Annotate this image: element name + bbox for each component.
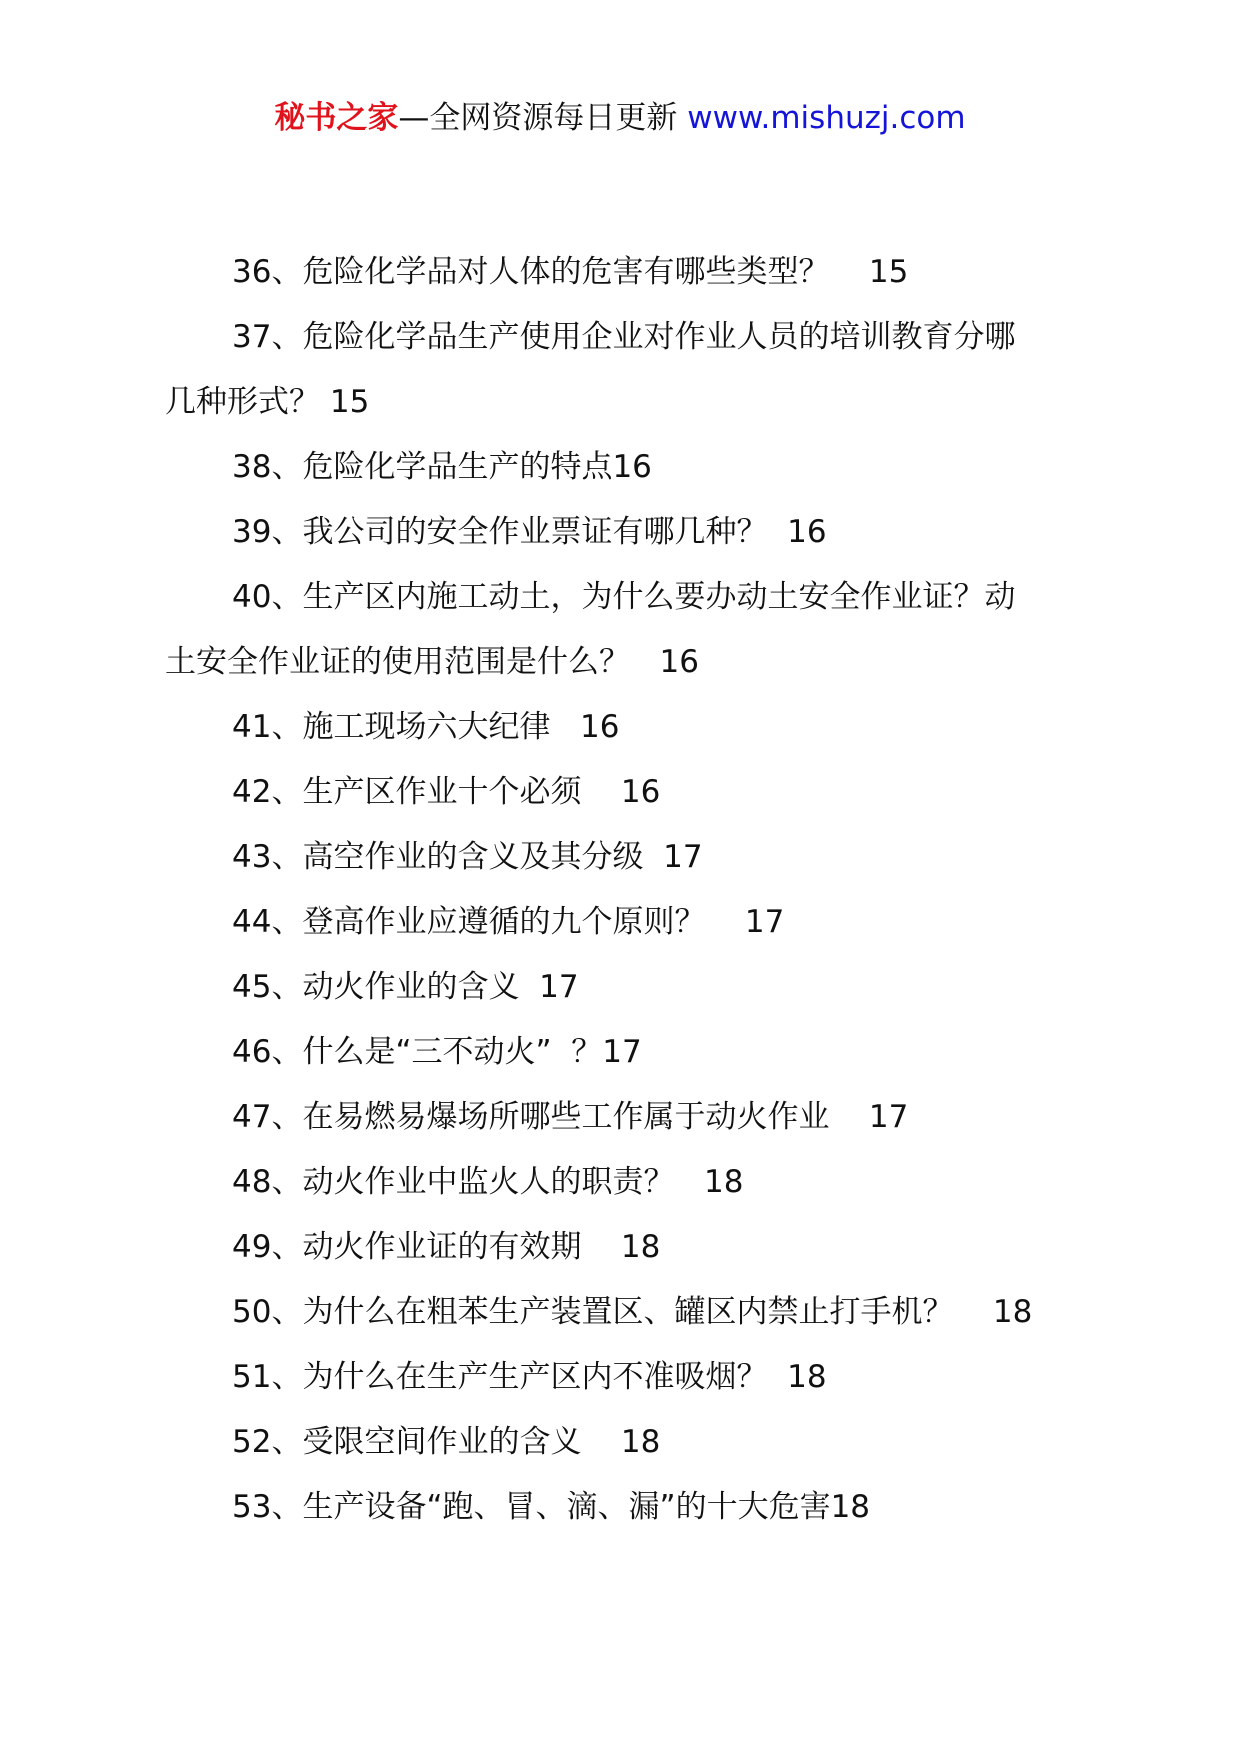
toc-entry-46: 46、什么是“三不动火” ？17	[232, 1034, 642, 1070]
toc-entry-48: 48、动火作业中监火人的职责？ 18	[232, 1164, 744, 1200]
header-tagline: —全网资源每日更新	[398, 100, 688, 136]
toc-entry-40-continued: 土安全作业证的使用范围是什么？ 16	[165, 644, 700, 680]
toc-entry-42: 42、生产区作业十个必须 16	[232, 774, 661, 810]
toc-entry-45: 45、动火作业的含义 17	[232, 969, 579, 1005]
brand-name: 秘书之家	[274, 100, 399, 136]
toc-entry-49: 49、动火作业证的有效期 18	[232, 1229, 661, 1265]
toc-entry-36: 36、危险化学品对人体的危害有哪些类型？ 15	[232, 254, 909, 290]
toc-entry-43: 43、高空作业的含义及其分级 17	[232, 839, 703, 875]
toc-entry-47: 47、在易燃易爆场所哪些工作属于动火作业 17	[232, 1099, 909, 1135]
toc-entry-44: 44、登高作业应遵循的九个原则？ 17	[232, 904, 785, 940]
toc-entry-51: 51、为什么在生产生产区内不准吸烟？ 18	[232, 1359, 827, 1395]
toc-entry-41: 41、施工现场六大纪律 16	[232, 709, 620, 745]
toc-entry-50: 50、为什么在粗苯生产装置区、罐区内禁止打手机？ 18	[232, 1294, 1033, 1330]
toc-entry-39: 39、我公司的安全作业票证有哪几种？ 16	[232, 514, 827, 550]
site-url[interactable]: www.mishuzj.com	[687, 100, 966, 136]
toc-entry-37: 37、危险化学品生产使用企业对作业人员的培训教育分哪	[232, 319, 1016, 355]
table-of-contents	[165, 240, 1095, 1540]
page-header	[0, 96, 1240, 140]
toc-entry-38: 38、危险化学品生产的特点16	[232, 449, 652, 485]
toc-entry-40: 40、生产区内施工动土，为什么要办动土安全作业证？动	[232, 579, 1016, 615]
toc-entry-53: 53、生产设备“跑、冒、滴、漏”的十大危害18	[232, 1489, 871, 1525]
toc-entry-37-continued: 几种形式？ 15	[165, 384, 370, 420]
toc-entry-52: 52、受限空间作业的含义 18	[232, 1424, 661, 1460]
